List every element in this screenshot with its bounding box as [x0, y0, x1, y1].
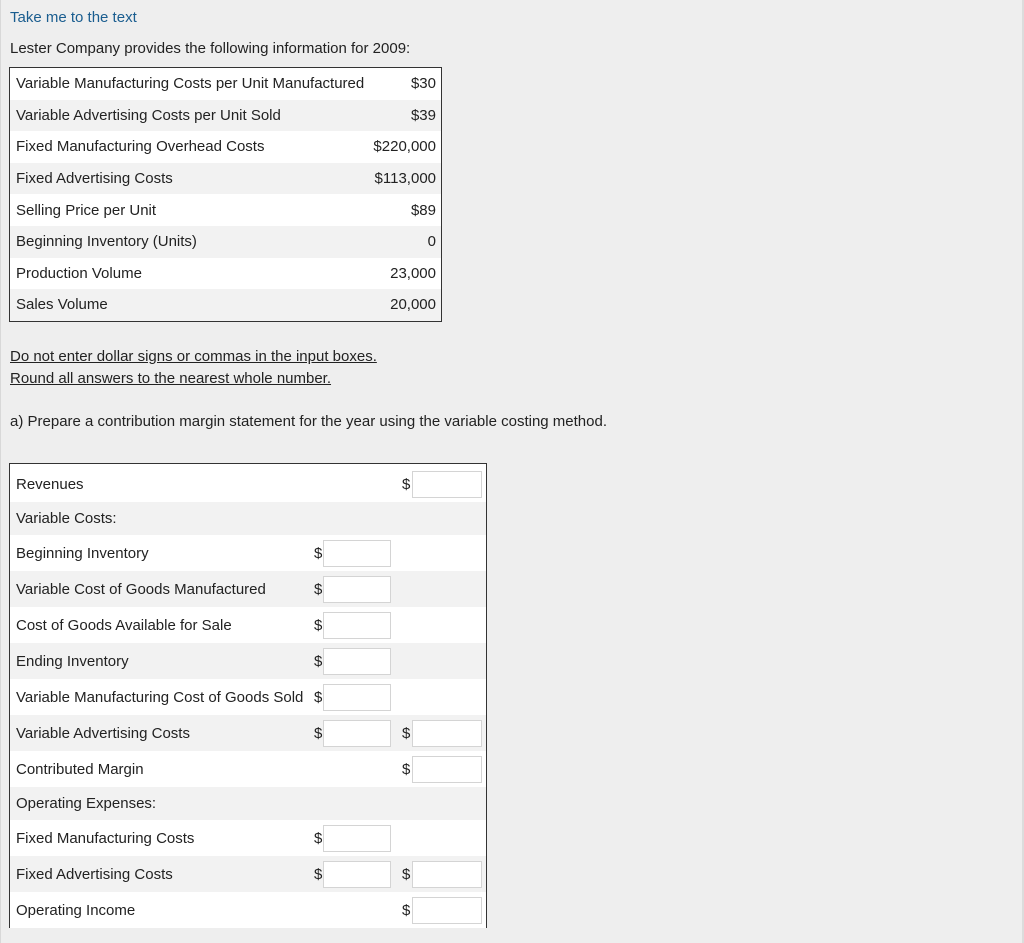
statement-label: Fixed Advertising Costs [16, 865, 173, 883]
answer-input-col1[interactable] [323, 684, 391, 711]
info-row [10, 163, 441, 195]
statement-label: Variable Advertising Costs [16, 724, 190, 742]
skip-to-text-link[interactable]: Take me to the text [10, 9, 137, 26]
statement-row [10, 715, 486, 751]
info-value: $89 [410, 201, 436, 219]
info-label: Production Volume [16, 264, 142, 282]
statement-label: Operating Expenses: [16, 795, 157, 812]
statement-row [10, 643, 486, 679]
statement-label: Beginning Inventory [16, 544, 149, 562]
info-row [10, 289, 441, 321]
info-row [10, 258, 441, 290]
answer-input-col1[interactable] [323, 825, 391, 852]
statement-label: Variable Costs: [16, 510, 117, 527]
info-value: $39 [410, 106, 436, 124]
statement-label: Variable Cost of Goods Manufactured [16, 580, 266, 598]
statement-label: Fixed Manufacturing Costs [16, 829, 195, 847]
info-row [10, 194, 441, 226]
dollar-sign: $ [314, 724, 323, 742]
question-a: a) Prepare a contribution margin statement for the year using the variable costing method. [10, 413, 607, 430]
statement-row [10, 607, 486, 643]
info-value: 0 [427, 233, 436, 251]
answer-input-col1[interactable] [323, 612, 391, 639]
dollar-sign: $ [314, 865, 323, 883]
instruction-rounding: Round all answers to the nearest whole number. [10, 370, 332, 387]
instructions [10, 346, 377, 390]
statement-row [10, 892, 486, 928]
info-label: Beginning Inventory (Units) [16, 233, 197, 251]
intro-text: Lester Company provides the following information for 2009: [10, 40, 411, 57]
dollar-sign: $ [402, 475, 411, 493]
statement-row [10, 571, 486, 607]
dollar-sign: $ [314, 544, 323, 562]
answer-input-col1[interactable] [323, 720, 391, 747]
answer-input-col2[interactable] [412, 897, 482, 924]
dollar-sign: $ [314, 652, 323, 670]
statement-row [10, 787, 486, 820]
dollar-sign: $ [314, 688, 323, 706]
statement-row [10, 679, 486, 715]
dollar-sign: $ [402, 760, 411, 778]
contribution-margin-statement [9, 463, 487, 928]
info-value: $113,000 [374, 170, 436, 188]
info-row [10, 100, 441, 132]
info-row [10, 131, 441, 163]
statement-label: Operating Income [16, 901, 136, 919]
info-label: Sales Volume [16, 296, 108, 314]
answer-input-col1[interactable] [323, 861, 391, 888]
instruction-no-symbols: Do not enter dollar signs or commas in the input boxes. [10, 348, 377, 365]
statement-row [10, 466, 486, 502]
dollar-sign: $ [314, 829, 323, 847]
statement-label: Ending Inventory [16, 652, 129, 670]
answer-input-col2[interactable] [412, 471, 482, 498]
answer-input-col2[interactable] [412, 720, 482, 747]
info-value: 23,000 [390, 264, 436, 282]
statement-row [10, 856, 486, 892]
dollar-sign: $ [402, 724, 411, 742]
info-label: Variable Manufacturing Costs per Unit Manufactured [16, 75, 365, 93]
statement-label: Variable Manufacturing Cost of Goods Sold [16, 688, 304, 706]
info-label: Fixed Advertising Costs [16, 170, 173, 188]
statement-row [10, 820, 486, 856]
statement-row [10, 535, 486, 571]
statement-label: Cost of Goods Available for Sale [16, 616, 232, 634]
info-label: Selling Price per Unit [16, 201, 157, 219]
statement-row [10, 502, 486, 535]
statement-row [10, 751, 486, 787]
answer-input-col2[interactable] [412, 756, 482, 783]
dollar-sign: $ [402, 901, 411, 919]
statement-label: Contributed Margin [16, 760, 144, 778]
dollar-sign: $ [314, 616, 323, 634]
info-value: $30 [410, 75, 436, 93]
answer-input-col1[interactable] [323, 540, 391, 567]
info-value: $220,000 [373, 138, 436, 156]
answer-input-col2[interactable] [412, 861, 482, 888]
info-table [9, 67, 442, 322]
info-row [10, 68, 441, 100]
info-label: Variable Advertising Costs per Unit Sold [16, 106, 281, 124]
answer-input-col1[interactable] [323, 576, 391, 603]
info-value: 20,000 [390, 296, 436, 314]
dollar-sign: $ [314, 580, 323, 598]
dollar-sign: $ [402, 865, 411, 883]
info-label: Fixed Manufacturing Overhead Costs [16, 138, 265, 156]
info-row [10, 226, 441, 258]
answer-input-col1[interactable] [323, 648, 391, 675]
statement-label: Revenues [16, 475, 84, 493]
